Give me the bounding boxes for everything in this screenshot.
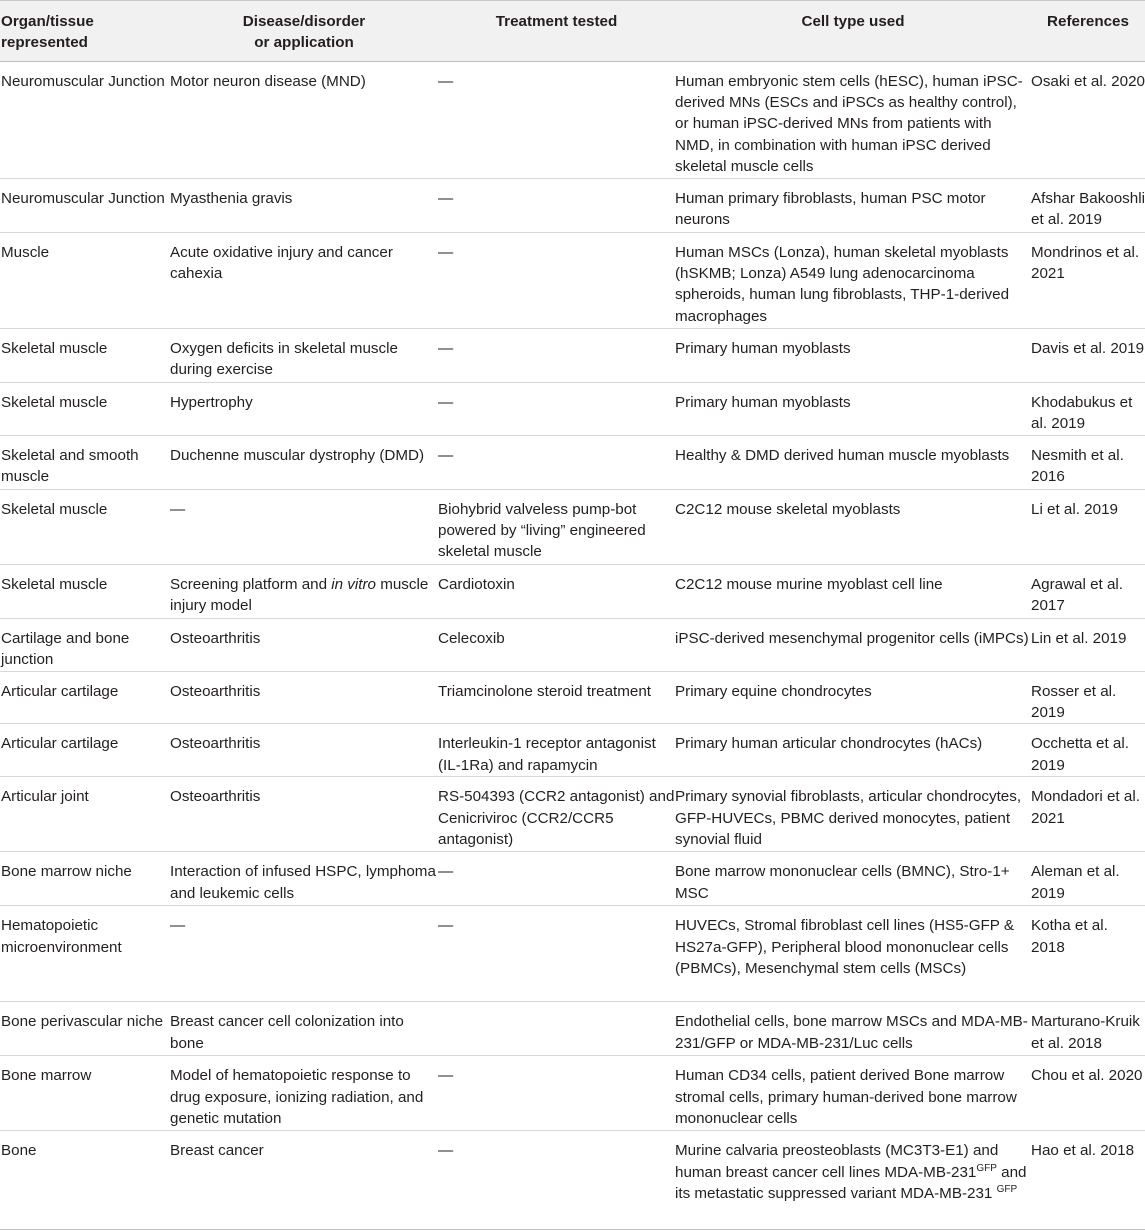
cell-cells: Primary human myoblasts — [675, 340, 851, 357]
table-body — [0, 62, 1145, 1230]
cell-treatment: — — [438, 917, 454, 935]
table-row — [0, 233, 1145, 329]
header-organ-line1: Organ/tissue — [1, 13, 94, 30]
cell-cells: Primary synovial fibroblasts, articular chondrocytes, GFP-HUVECs, PBMC derived monocytes, patient synovial fluid — [675, 788, 1022, 848]
table-row — [0, 62, 1145, 179]
cell-cells: C2C12 mouse skeletal myoblasts — [675, 501, 901, 518]
cell-cells: Human CD34 cells, patient derived Bone marrow stromal cells, primary human-derived bone marrow mononuclear cells — [675, 1067, 1017, 1127]
cell-cells: Human embryonic stem cells (hESC), human iPSC-derived MNs (ESCs and iPSCs as healthy control), or human iPSC-derived MNs from patients with NMD, in combination with human iPSC derived skeletal muscle cells — [675, 73, 1023, 175]
cell-disease-text: Screening platform and — [170, 576, 332, 593]
cell-reference: Chou et al. 2020 — [1031, 1067, 1143, 1085]
cell-organ: Skeletal and smooth muscle — [1, 447, 139, 486]
cell-treatment: — — [438, 340, 454, 357]
cell-reference: Hao et al. 2018 — [1031, 1142, 1135, 1160]
cell-cells: Endothelial cells, bone marrow MSCs and MDA-MB-231/GFP or MDA-MB-231/Luc cells — [675, 1013, 1028, 1052]
cell-treatment: Cardiotoxin — [438, 576, 515, 593]
cell-reference: Rosser et al. 2019 — [1031, 683, 1117, 722]
cell-reference: Kotha et al. 2018 — [1031, 917, 1108, 956]
superscript-gfp: GFP — [996, 1183, 1018, 1195]
cell-disease: Breast cancer — [170, 1142, 264, 1160]
cell-disease: Acute oxidative injury and cancer cahexia — [170, 244, 393, 283]
cell-reference: Afshar Bakooshli et al. 2019 — [1031, 190, 1145, 229]
table-row — [0, 436, 1145, 490]
cell-treatment: — — [438, 190, 454, 207]
cell-disease-text-end: muscle injury model — [170, 576, 429, 615]
cell-organ: Cartilage and bone junction — [1, 630, 130, 669]
cell-reference: Mondadori et al. 2021 — [1031, 788, 1140, 827]
cell-organ: Neuromuscular Junction — [1, 73, 165, 90]
cell-disease: Myasthenia gravis — [170, 190, 293, 207]
cell-disease: Oxygen deficits in skeletal muscle during exercise — [170, 340, 398, 379]
cell-cells: C2C12 mouse murine myoblast cell line — [675, 576, 943, 593]
cell-treatment: — — [438, 863, 454, 881]
cell-treatment: RS-504393 (CCR2 antagonist) and Cenicriviroc (CCR2/CCR5 antagonist) — [438, 788, 675, 848]
table-row — [0, 329, 1145, 383]
cell-disease: Osteoarthritis — [170, 630, 261, 647]
cell-disease — [170, 565, 438, 619]
cell-cells: Primary human articular chondrocytes (hACs) — [675, 735, 983, 753]
cell-organ: Bone marrow — [1, 1067, 92, 1085]
cell-organ: Articular cartilage — [1, 735, 119, 753]
cell-organ: Bone perivascular niche — [1, 1013, 164, 1031]
cell-treatment: Triamcinolone steroid treatment — [438, 683, 651, 700]
cell-cells: HUVECs, Stromal fibroblast cell lines (HS5-GFP & HS27a-GFP), Peripheral blood mononuclear cells (PBMCs), Mesenchymal stem cells (MSCs) — [675, 917, 1015, 977]
cell-reference: Marturano-Kruik et al. 2018 — [1031, 1013, 1140, 1052]
cell-cells: Bone marrow mononuclear cells (BMNC), Stro-1+ MSC — [675, 863, 1010, 902]
cell-cells: Human primary fibroblasts, human PSC motor neurons — [675, 190, 986, 229]
cell-reference: Mondrinos et al. 2021 — [1031, 244, 1140, 283]
cell-treatment: — — [438, 1142, 454, 1160]
cell-organ: Bone — [1, 1142, 37, 1160]
superscript-gfp: GFP — [976, 1162, 997, 1174]
cell-treatment: — — [438, 394, 454, 411]
cell-cells — [675, 1131, 1031, 1230]
cell-disease: Motor neuron disease (MND) — [170, 73, 366, 90]
cell-disease: Duchenne muscular dystrophy (DMD) — [170, 447, 425, 464]
cell-treatment: — — [438, 1067, 454, 1085]
header-organ — [0, 1, 170, 62]
cell-cells: Healthy & DMD derived human muscle myoblasts — [675, 447, 1010, 464]
cell-reference: Osaki et al. 2020 — [1031, 73, 1145, 90]
cell-disease: Osteoarthritis — [170, 735, 261, 753]
header-references: References — [1047, 13, 1129, 30]
table-row — [0, 1002, 1145, 1056]
cell-reference: Khodabukus et al. 2019 — [1031, 394, 1133, 433]
table-row — [0, 906, 1145, 1002]
table-row — [0, 777, 1145, 852]
cell-treatment: — — [438, 244, 454, 261]
header-disease — [170, 1, 438, 62]
cell-reference: Occhetta et al. 2019 — [1031, 735, 1129, 774]
cell-cells-text-mid: and its metastatic suppressed variant MDA-MB-231 — [675, 1163, 1027, 1202]
table-row — [0, 490, 1145, 565]
cell-treatment: — — [438, 447, 454, 464]
cell-cells: Human MSCs (Lonza), human skeletal myoblasts (hSKMB; Lonza) A549 lung adenocarcinoma spheroids, human lung fibroblasts, THP-1-derived macrophages — [675, 244, 1010, 325]
cell-reference: Davis et al. 2019 — [1031, 340, 1145, 357]
header-organ-line2: represented — [1, 34, 88, 52]
cell-treatment — [438, 1002, 675, 1056]
cell-organ: Skeletal muscle — [1, 501, 108, 518]
cell-cells: iPSC-derived mesenchymal progenitor cells (iMPCs) — [675, 630, 1029, 647]
cell-treatment: Biohybrid valveless pump-bot powered by “living” engineered skeletal muscle — [438, 501, 646, 561]
cell-reference: Li et al. 2019 — [1031, 501, 1118, 518]
cell-organ: Skeletal muscle — [1, 340, 108, 357]
header-disease-line2: or application — [254, 34, 354, 52]
cell-disease-italic: in vitro — [331, 576, 376, 593]
table-row — [0, 672, 1145, 724]
cell-cells: Primary equine chondrocytes — [675, 683, 872, 700]
table-row — [0, 1131, 1145, 1230]
cell-reference: Nesmith et al. 2016 — [1031, 447, 1124, 486]
cell-organ: Articular joint — [1, 788, 89, 806]
cell-disease: — — [170, 501, 186, 518]
table-row — [0, 565, 1145, 619]
cell-organ: Bone marrow niche — [1, 863, 132, 881]
cell-disease: Hypertrophy — [170, 394, 253, 411]
cell-disease: Interaction of infused HSPC, lymphoma and leukemic cells — [170, 863, 436, 902]
cell-disease: Osteoarthritis — [170, 683, 261, 700]
cell-treatment: — — [438, 73, 454, 90]
cell-treatment: Interleukin-1 receptor antagonist (IL-1Ra) and rapamycin — [438, 735, 656, 774]
cell-cells: Primary human myoblasts — [675, 394, 851, 411]
table-row — [0, 724, 1145, 777]
table-row — [0, 179, 1145, 233]
header-treatment: Treatment tested — [495, 13, 618, 30]
cell-disease: Model of hematopoietic response to drug exposure, ionizing radiation, and genetic mutation — [170, 1067, 424, 1127]
cell-disease: Osteoarthritis — [170, 788, 261, 806]
table-row — [0, 619, 1145, 672]
cell-reference: Aleman et al. 2019 — [1031, 863, 1120, 902]
cell-cells-text: Murine calvaria preosteoblasts (MC3T3-E1) and human breast cancer cell lines MDA-MB-231 — [675, 1142, 999, 1181]
cell-organ: Skeletal muscle — [1, 394, 108, 411]
cell-organ: Neuromuscular Junction — [1, 190, 165, 207]
table-row — [0, 1056, 1145, 1131]
cell-organ: Skeletal muscle — [1, 576, 108, 593]
cell-organ: Muscle — [1, 244, 50, 261]
table-row — [0, 383, 1145, 436]
header-row — [0, 1, 1145, 62]
cell-reference: Agrawal et al. 2017 — [1031, 576, 1124, 615]
cell-treatment: Celecoxib — [438, 630, 505, 647]
cell-disease: Breast cancer cell colonization into bone — [170, 1013, 404, 1052]
header-disease-line1: Disease/disorder — [242, 13, 366, 30]
table-row — [0, 852, 1145, 906]
cell-reference: Lin et al. 2019 — [1031, 630, 1127, 647]
header-cells: Cell type used — [801, 13, 905, 30]
cell-organ: Hematopoietic microenvironment — [1, 917, 122, 956]
cell-organ: Articular cartilage — [1, 683, 119, 700]
cell-disease: — — [170, 917, 186, 935]
